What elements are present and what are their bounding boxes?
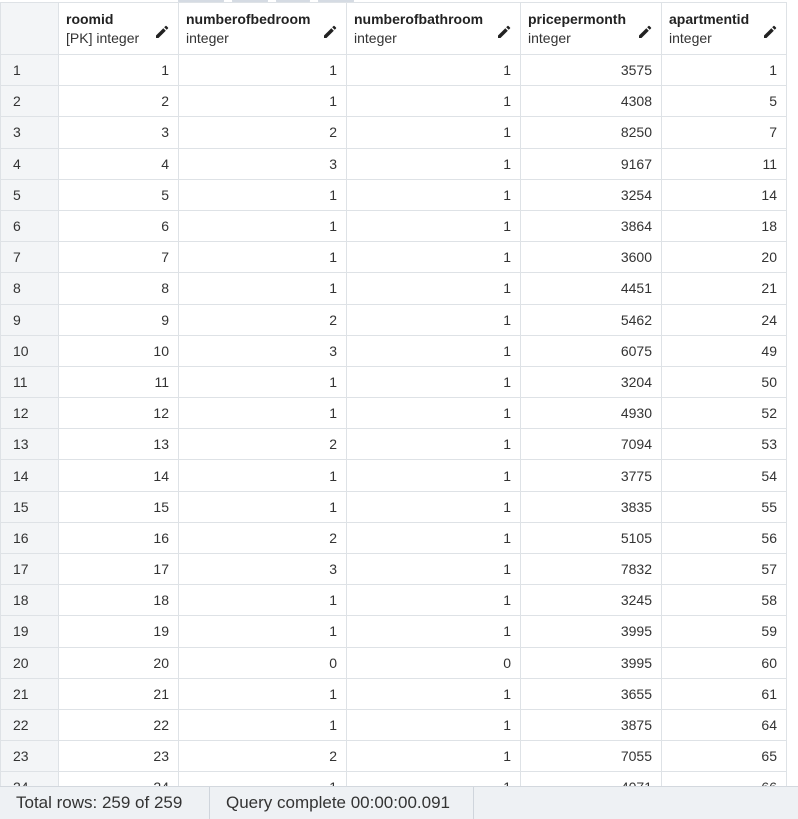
row-number-cell[interactable]: 12 [1, 398, 59, 429]
cell-apartmentid[interactable]: 57 [662, 554, 787, 585]
cell-roomid[interactable]: 9 [59, 304, 179, 335]
row-number-cell[interactable]: 7 [1, 242, 59, 273]
row-number-cell[interactable]: 11 [1, 366, 59, 397]
cell-apartmentid[interactable]: 60 [662, 647, 787, 678]
cell-pricepermonth[interactable]: 5105 [521, 522, 662, 553]
cell-roomid[interactable]: 4 [59, 148, 179, 179]
cell-numberofbedroom[interactable]: 1 [179, 616, 347, 647]
cell-apartmentid[interactable]: 54 [662, 460, 787, 491]
row-number-cell[interactable]: 1 [1, 55, 59, 86]
query-status: Query complete 00:00:00.091 [210, 787, 474, 819]
row-number-cell[interactable]: 4 [1, 148, 59, 179]
table-row[interactable] [1, 709, 787, 740]
cell-apartmentid[interactable]: 52 [662, 398, 787, 429]
cell-numberofbedroom[interactable]: 0 [179, 647, 347, 678]
table-row[interactable] [1, 55, 787, 86]
column-name: roomid [66, 11, 114, 27]
cell-numberofbedroom[interactable]: 1 [179, 398, 347, 429]
row-number-cell[interactable]: 2 [1, 86, 59, 117]
cell-numberofbedroom[interactable]: 3 [179, 335, 347, 366]
cell-numberofbathroom[interactable]: 1 [347, 709, 521, 740]
cell-numberofbathroom[interactable]: 1 [347, 460, 521, 491]
row-number-cell[interactable]: 13 [1, 429, 59, 460]
cell-pricepermonth[interactable]: 3875 [521, 709, 662, 740]
column-header-pricepermonth[interactable] [521, 3, 662, 55]
cell-apartmentid[interactable]: 14 [662, 179, 787, 210]
table-body [1, 55, 787, 804]
table-row[interactable] [1, 86, 787, 117]
cell-numberofbathroom[interactable]: 1 [347, 585, 521, 616]
pencil-icon[interactable] [496, 24, 512, 40]
cell-apartmentid[interactable]: 24 [662, 304, 787, 335]
cell-pricepermonth[interactable]: 8250 [521, 117, 662, 148]
cell-pricepermonth[interactable]: 4308 [521, 86, 662, 117]
column-type: integer [528, 30, 571, 46]
row-number-cell[interactable]: 15 [1, 491, 59, 522]
cell-roomid[interactable]: 10 [59, 335, 179, 366]
table-row[interactable] [1, 179, 787, 210]
status-bar [0, 786, 798, 819]
cell-numberofbedroom[interactable]: 1 [179, 491, 347, 522]
cell-apartmentid[interactable]: 59 [662, 616, 787, 647]
cell-roomid[interactable]: 16 [59, 522, 179, 553]
cell-apartmentid[interactable]: 61 [662, 678, 787, 709]
total-rows-status: Total rows: 259 of 259 [0, 787, 210, 819]
cell-apartmentid[interactable]: 55 [662, 491, 787, 522]
table-row[interactable] [1, 585, 787, 616]
cell-apartmentid[interactable]: 56 [662, 522, 787, 553]
column-name: pricepermonth [528, 11, 627, 27]
cell-numberofbathroom[interactable]: 1 [347, 366, 521, 397]
cell-numberofbedroom[interactable]: 1 [179, 86, 347, 117]
data-grid[interactable] [0, 2, 798, 786]
table-row[interactable] [1, 273, 787, 304]
pencil-icon[interactable] [322, 24, 338, 40]
row-number-cell[interactable]: 23 [1, 741, 59, 772]
cell-numberofbedroom[interactable]: 1 [179, 709, 347, 740]
cell-pricepermonth[interactable]: 3204 [521, 366, 662, 397]
table-row[interactable] [1, 616, 787, 647]
cell-roomid[interactable]: 2 [59, 86, 179, 117]
cell-numberofbathroom[interactable]: 1 [347, 148, 521, 179]
column-header-numberofbedroom[interactable] [179, 3, 347, 55]
cell-apartmentid[interactable]: 7 [662, 117, 787, 148]
cell-pricepermonth[interactable]: 7832 [521, 554, 662, 585]
cell-apartmentid[interactable]: 20 [662, 242, 787, 273]
cell-roomid[interactable]: 19 [59, 616, 179, 647]
column-header-apartmentid[interactable] [662, 3, 787, 55]
row-number-cell[interactable]: 9 [1, 304, 59, 335]
cell-roomid[interactable]: 21 [59, 678, 179, 709]
cell-apartmentid[interactable]: 5 [662, 86, 787, 117]
cell-apartmentid[interactable]: 50 [662, 366, 787, 397]
cell-pricepermonth[interactable]: 3775 [521, 460, 662, 491]
cell-pricepermonth[interactable]: 3254 [521, 179, 662, 210]
table-row[interactable] [1, 210, 787, 241]
cell-roomid[interactable]: 7 [59, 242, 179, 273]
cell-pricepermonth[interactable]: 3575 [521, 55, 662, 86]
table-row[interactable] [1, 647, 787, 678]
table-row[interactable] [1, 117, 787, 148]
cell-numberofbathroom[interactable]: 1 [347, 678, 521, 709]
cell-apartmentid[interactable]: 49 [662, 335, 787, 366]
column-type: integer [354, 30, 397, 46]
cell-roomid[interactable]: 1 [59, 55, 179, 86]
row-number-cell[interactable]: 5 [1, 179, 59, 210]
cell-roomid[interactable]: 8 [59, 273, 179, 304]
cell-apartmentid[interactable]: 65 [662, 741, 787, 772]
cell-numberofbathroom[interactable]: 1 [347, 554, 521, 585]
table-row[interactable] [1, 522, 787, 553]
cell-numberofbathroom[interactable]: 0 [347, 647, 521, 678]
row-number-header[interactable] [1, 3, 59, 55]
cell-numberofbathroom[interactable]: 1 [347, 398, 521, 429]
cell-numberofbedroom[interactable]: 1 [179, 366, 347, 397]
cell-numberofbathroom[interactable]: 1 [347, 55, 521, 86]
pencil-icon[interactable] [762, 24, 778, 40]
cell-roomid[interactable]: 12 [59, 398, 179, 429]
cell-pricepermonth[interactable]: 4930 [521, 398, 662, 429]
cell-pricepermonth[interactable]: 9167 [521, 148, 662, 179]
cell-numberofbedroom[interactable]: 2 [179, 429, 347, 460]
cell-pricepermonth[interactable]: 3245 [521, 585, 662, 616]
cell-numberofbedroom[interactable]: 1 [179, 273, 347, 304]
cell-numberofbathroom[interactable]: 1 [347, 179, 521, 210]
cell-numberofbedroom[interactable]: 2 [179, 304, 347, 335]
table-row[interactable] [1, 366, 787, 397]
cell-numberofbedroom[interactable]: 1 [179, 585, 347, 616]
results-table [0, 2, 787, 804]
cell-numberofbedroom[interactable]: 1 [179, 210, 347, 241]
table-row[interactable] [1, 398, 787, 429]
cell-numberofbedroom[interactable]: 2 [179, 117, 347, 148]
row-number-cell[interactable]: 22 [1, 709, 59, 740]
cell-pricepermonth[interactable]: 3600 [521, 242, 662, 273]
row-number-cell[interactable]: 20 [1, 647, 59, 678]
pencil-icon[interactable] [637, 24, 653, 40]
cell-numberofbathroom[interactable]: 1 [347, 117, 521, 148]
row-number-cell[interactable]: 10 [1, 335, 59, 366]
row-number-cell[interactable]: 16 [1, 522, 59, 553]
table-row[interactable] [1, 429, 787, 460]
cell-roomid[interactable]: 5 [59, 179, 179, 210]
row-number-cell[interactable]: 14 [1, 460, 59, 491]
cell-roomid[interactable]: 15 [59, 491, 179, 522]
cell-roomid[interactable]: 22 [59, 709, 179, 740]
table-row[interactable] [1, 304, 787, 335]
cell-numberofbathroom[interactable]: 1 [347, 491, 521, 522]
cell-numberofbedroom[interactable]: 3 [179, 554, 347, 585]
cell-pricepermonth[interactable]: 5462 [521, 304, 662, 335]
cell-apartmentid[interactable]: 53 [662, 429, 787, 460]
cell-roomid[interactable]: 14 [59, 460, 179, 491]
table-row[interactable] [1, 335, 787, 366]
cell-apartmentid[interactable]: 1 [662, 55, 787, 86]
cell-numberofbathroom[interactable]: 1 [347, 522, 521, 553]
cell-numberofbedroom[interactable]: 1 [179, 678, 347, 709]
cell-apartmentid[interactable]: 18 [662, 210, 787, 241]
table-row[interactable] [1, 554, 787, 585]
row-number-cell[interactable]: 21 [1, 678, 59, 709]
cell-roomid[interactable]: 17 [59, 554, 179, 585]
cell-numberofbathroom[interactable]: 1 [347, 210, 521, 241]
table-row[interactable] [1, 460, 787, 491]
row-number-cell[interactable]: 19 [1, 616, 59, 647]
row-number-cell[interactable]: 8 [1, 273, 59, 304]
cell-numberofbedroom[interactable]: 3 [179, 148, 347, 179]
cell-apartmentid[interactable]: 21 [662, 273, 787, 304]
row-number-cell[interactable]: 18 [1, 585, 59, 616]
cell-roomid[interactable]: 20 [59, 647, 179, 678]
table-row[interactable] [1, 491, 787, 522]
cell-pricepermonth[interactable]: 3835 [521, 491, 662, 522]
column-type: integer [186, 30, 229, 46]
row-number-cell[interactable]: 3 [1, 117, 59, 148]
cell-numberofbathroom[interactable]: 1 [347, 86, 521, 117]
column-type: integer [669, 30, 712, 46]
cell-roomid[interactable]: 13 [59, 429, 179, 460]
cell-numberofbedroom[interactable]: 1 [179, 179, 347, 210]
column-name: numberofbathroom [354, 11, 484, 27]
cell-numberofbedroom[interactable]: 1 [179, 242, 347, 273]
cell-pricepermonth[interactable]: 3995 [521, 616, 662, 647]
cell-roomid[interactable]: 6 [59, 210, 179, 241]
cell-numberofbathroom[interactable]: 1 [347, 242, 521, 273]
cell-roomid[interactable]: 3 [59, 117, 179, 148]
cell-pricepermonth[interactable]: 3995 [521, 647, 662, 678]
table-row[interactable] [1, 148, 787, 179]
cell-numberofbathroom[interactable]: 1 [347, 304, 521, 335]
cell-numberofbathroom[interactable]: 1 [347, 429, 521, 460]
column-name: apartmentid [669, 11, 750, 27]
cell-pricepermonth[interactable]: 3655 [521, 678, 662, 709]
column-type: [PK] integer [66, 30, 140, 46]
table-row[interactable] [1, 242, 787, 273]
cell-pricepermonth[interactable]: 6075 [521, 335, 662, 366]
row-number-cell[interactable]: 17 [1, 554, 59, 585]
cell-numberofbathroom[interactable]: 1 [347, 335, 521, 366]
cell-numberofbathroom[interactable]: 1 [347, 273, 521, 304]
column-header-numberofbathroom[interactable] [347, 3, 521, 55]
table-row[interactable] [1, 741, 787, 772]
column-name: numberofbedroom [186, 11, 311, 27]
cell-numberofbedroom[interactable]: 1 [179, 460, 347, 491]
cell-numberofbedroom[interactable]: 2 [179, 741, 347, 772]
cell-numberofbathroom[interactable]: 1 [347, 741, 521, 772]
header-row [1, 3, 787, 55]
cell-apartmentid[interactable]: 58 [662, 585, 787, 616]
cell-pricepermonth[interactable]: 7094 [521, 429, 662, 460]
cell-numberofbathroom[interactable]: 1 [347, 616, 521, 647]
cell-pricepermonth[interactable]: 4451 [521, 273, 662, 304]
cell-numberofbedroom[interactable]: 2 [179, 522, 347, 553]
cell-apartmentid[interactable]: 64 [662, 709, 787, 740]
table-row[interactable] [1, 678, 787, 709]
cell-apartmentid[interactable]: 11 [662, 148, 787, 179]
pencil-icon[interactable] [154, 24, 170, 40]
cell-pricepermonth[interactable]: 3864 [521, 210, 662, 241]
cell-roomid[interactable]: 11 [59, 366, 179, 397]
cell-pricepermonth[interactable]: 7055 [521, 741, 662, 772]
cell-numberofbedroom[interactable]: 1 [179, 55, 347, 86]
cell-roomid[interactable]: 18 [59, 585, 179, 616]
row-number-cell[interactable]: 6 [1, 210, 59, 241]
cell-roomid[interactable]: 23 [59, 741, 179, 772]
column-header-roomid[interactable] [59, 3, 179, 55]
